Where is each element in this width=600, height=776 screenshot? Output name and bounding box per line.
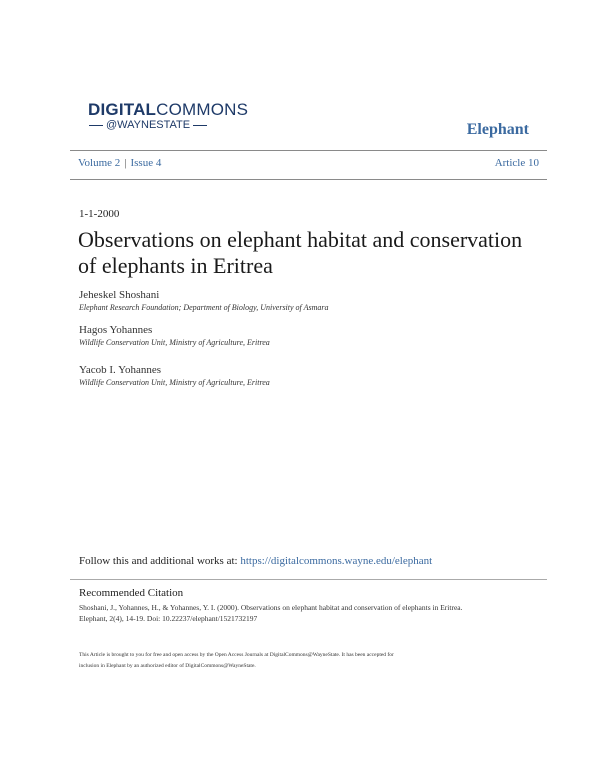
author-name[interactable]: Yacob I. Yohannes bbox=[79, 364, 162, 376]
notice-line: This Article is brought to you for free and open access by the Open Access Journals at DigitalCommons@WayneState. It has been accepted for bbox=[79, 652, 394, 658]
logo-subline bbox=[86, 119, 210, 131]
issue-link[interactable]: Issue 4 bbox=[130, 157, 162, 169]
access-notice bbox=[79, 650, 509, 672]
recommended-citation-heading: Recommended Citation bbox=[79, 587, 184, 599]
author-block-2 bbox=[79, 324, 270, 347]
follow-line bbox=[79, 555, 432, 567]
digitalcommons-logo[interactable] bbox=[88, 100, 248, 120]
divider-citation bbox=[70, 579, 547, 580]
author-block-3 bbox=[79, 364, 270, 387]
follow-text: Follow this and additional works at: bbox=[79, 555, 238, 567]
logo-text-rest: COMMONS bbox=[156, 100, 249, 119]
article-title: Observations on elephant habitat and conservation of elephants in Eritrea bbox=[78, 227, 523, 278]
citation-line: Shoshani, J., Yohannes, H., & Yohannes, Y. I. (2000). Observations on elephant habitat and conservation of elephants in Eritrea. bbox=[79, 603, 463, 612]
volume-issue bbox=[78, 157, 161, 169]
logo-subtext: @WAYNESTATE bbox=[106, 119, 191, 131]
journal-name-link[interactable]: Elephant bbox=[466, 121, 529, 138]
article-number-link[interactable]: Article 10 bbox=[494, 157, 539, 169]
recommended-citation-text bbox=[79, 602, 519, 624]
author-name[interactable]: Jeheskel Shoshani bbox=[79, 289, 160, 301]
author-block-1 bbox=[79, 289, 329, 312]
logo-text-bold: DIGITAL bbox=[88, 100, 157, 119]
author-affiliation: Wildlife Conservation Unit, Ministry of Agriculture, Eritrea bbox=[79, 378, 270, 387]
author-affiliation: Elephant Research Foundation; Department of Biology, University of Asmara bbox=[79, 303, 329, 312]
logo-rule-right bbox=[193, 125, 207, 126]
volume-issue-separator: | bbox=[124, 157, 127, 169]
notice-line: inclusion in Elephant by an authorized editor of DigitalCommons@WayneState. bbox=[79, 663, 256, 669]
follow-link[interactable]: https://digitalcommons.wayne.edu/elephant bbox=[240, 555, 433, 567]
citation-line: Elephant, 2(4), 14-19. Doi: 10.22237/elephant/1521732197 bbox=[79, 614, 258, 623]
volume-link[interactable]: Volume 2 bbox=[78, 157, 121, 169]
author-name[interactable]: Hagos Yohannes bbox=[79, 324, 153, 336]
divider-top bbox=[70, 150, 547, 151]
author-affiliation: Wildlife Conservation Unit, Ministry of Agriculture, Eritrea bbox=[79, 338, 270, 347]
logo-rule-left bbox=[89, 125, 103, 126]
divider-issue bbox=[70, 179, 547, 180]
publication-date: 1-1-2000 bbox=[79, 208, 120, 220]
